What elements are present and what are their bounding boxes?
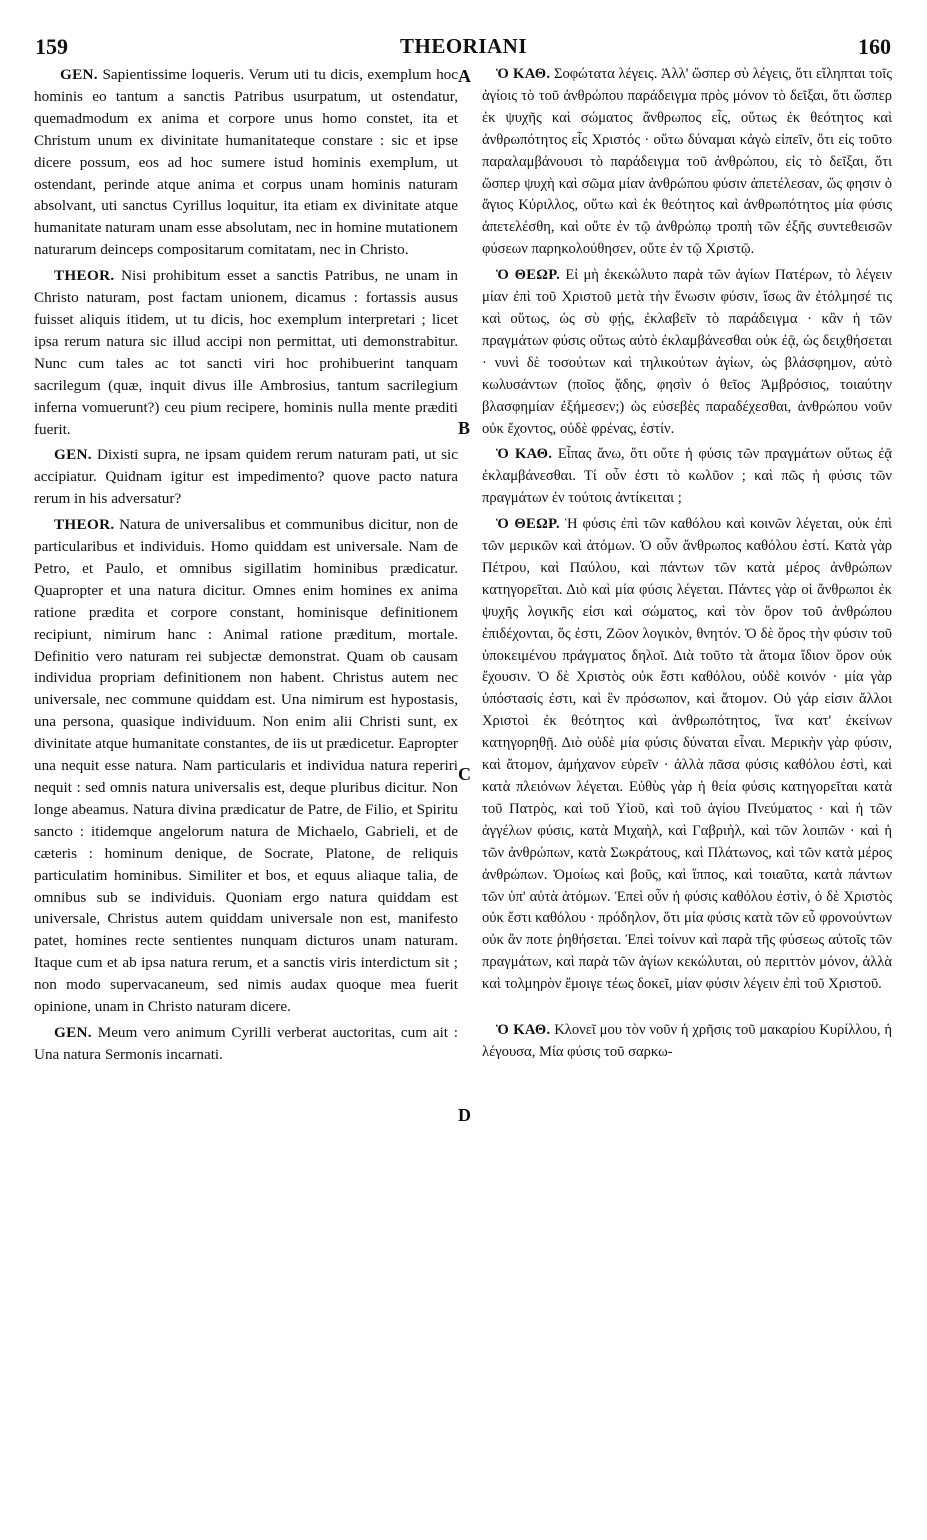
paragraph-text: Εἰ μὴ ἐκεκώλυτο παρὰ τῶν ἁγίων Πατέρων, τὸ λέγειν μίαν ἐπὶ τοῦ Χριστοῦ μετὰ τὴν ἕνωσιν φύσιν, ἴσως ἂν ἐτόλμησέ τις καὶ οὕτως, ὡς σὺ φῄς, ἐκλαβεῖν τὸ παράδειγμα · κἂν ἡ τῶν πραγμάτων φύσις οὕτως αὐτὸ ἐκλαμβάνεσθαι οὐκ ἐᾷ, ὡς δειχθήσεται · νυνὶ δὲ τοσούτων καὶ τηλικούτων ἁγίων, ὡς βλάσφημον, αὐτὸ κωλυσάντων (ποῖος ᾅδης, φησὶν ὁ θεῖος Ἀμβρόσιος, τοιαύτην βλασφημίαν ἐξήμεσεν;) ὡς εὐσεβὲς παραδέχεσθαι, ἀνθρώπου νοῦν οὐκ ἔχοντος, οὐδὲ φρένας, ἐστίν. [482, 267, 892, 437]
speaker-label: GEN. [54, 446, 92, 464]
paragraph-text: Ἡ φύσις ἐπὶ τῶν καθόλου καὶ κοινῶν λέγεται, οὐκ ἐπὶ τῶν μερικῶν καὶ ἀτόμων. Ὁ οὖν ἄνθρωπος καθόλου ἐστί. Κατὰ γὰρ Πέτρου, καὶ Παύλου, καὶ πάντων τῶν κατὰ μέρος ἀνθρώπων κατηγορεῖται. Διὸ καὶ μία φύσις λέγεται. Πάντες γὰρ οἱ ἄνθρωποι ἐκ ψυχῆς λογικῆς εἰσι καὶ σώματος, καὶ τὸν ὅρον τοῦ ἀνθρώπου ἐπιδέχονται, ὅς ἐστι, Ζῶον λογικὸν, θνητόν. Ὁ δὲ ὅρος τὴν φύσιν τοῦ ὑποκειμένου πράγματος δηλοῖ. Διὰ τοῦτο τὰ ἄτομα ἴδιον ὅρον οὐκ ἔχουσιν. Ὁ δὲ Χριστὸς οὐκ ἔστι καθόλου, οὐδὲ κοινόν · μία γὰρ ὑπόστασίς ἐστι, καὶ ἓν πρόσωπον, καὶ ἄτομον. Οὐ γάρ εἰσιν ἄλλοι Χριστοὶ ἐκ θεότητος καὶ ἀνθρωπότητος, ἵνα κατ' ἐκείνων κατηγορηθῇ. Διὸ οὐδὲ μία φύσις δύναται εἶναι. Μερικὴν γὰρ φύσιν, καὶ ἄτομον, ἀμήχανον εὑρεῖν · ἀλλὰ πᾶσα φύσις καθόλου ἐστὶ, καὶ κατὰ πλειόνων λέγεται. Εὐθὺς γὰρ ἡ θεία φύσις κατηγορεῖται κατὰ τοῦ Πατρὸς, καὶ τοῦ Υἱοῦ, καὶ τοῦ ἁγίου Πνεύματος · καὶ ἡ τῶν ἀγγέλων φύσις, κατὰ Μιχαὴλ, καὶ Γαβριὴλ, καὶ τῶν λοιπῶν · καὶ ἡ τῶν ἀνθρώπων, κατὰ Σωκράτους, καὶ Πλάτωνος, καὶ τῶν κατὰ μέρος ἀνθρώπων. Ὁμοίως καὶ βοῦς, καὶ ἵππος, καὶ τοιαῦτα, κατὰ πάντων τῶν ὑπ' αὐτὰ ἀτόμων. Ἐπεὶ οὖν ἡ φύσις καθόλου ἐστὶν, ὁ δὲ Χριστὸς οὐκ ἔστι καθόλου · πρόδηλον, ὅτι μία φύσις κατὰ τῶν εὖ φρονούντων οὐκ ἄν ποτε ῥηθήσεται. Ἐπεὶ τοίνυν καὶ παρὰ τῆς φύσεως αὐτοῖς τῶν πραγμάτων, καὶ παρὰ τῶν ἁγίων κεκώλυται, οὐ περιττὸν μόνον, ἀλλὰ καὶ τολμηρὸν ἔμοιγε τέως δοκεῖ, μίαν φύσιν λέγειν ἐπὶ τοῦ Χριστοῦ. [482, 516, 892, 993]
margin-marker-a: A [458, 66, 471, 86]
paragraph-text: Nisi prohibitum esset a sanctis Patribus, ne unam in Christo naturam, post factam unionem, dicamus : fortassis ausus fuisset aliquis itidem, ut tu dicis, hoc exemplum interpretari ; licet ipsa rerum natura sic illud accipi non permittat, uti demonstrabitur. Nunc cum tales ac tot sancti viri hoc prohibuerint tanquam sacrilegum (quæ, inquit divus ille Ambrosius, tantum sacrilegium inferna vomuerunt?) ceu pium recipere, hominis nulla mente præditi fuerit. [34, 267, 459, 438]
speaker-label: Ὁ ΚΑΘ. [496, 1022, 551, 1039]
latin-paragraph [34, 64, 458, 261]
right-page-number: 160 [858, 34, 891, 59]
paragraph-text: Εἶπας ἄνω, ὅτι οὔτε ἡ φύσις τῶν πραγμάτων οὕτως ἐᾷ ἐκλαμβάνεσθαι. Τί οὖν ἐστι τὸ κωλῦον ; καὶ πῶς ἡ φύσις τῶν πραγμάτων ἐν τούτοις ἀντίκειται ; [482, 446, 892, 507]
greek-paragraph [482, 265, 892, 440]
paragraph-text: Dixisti supra, ne ipsam quidem rerum naturam pati, ut sic accipiatur. Quidnam igitur est impedimento? quove pacto natura rerum in his adversatur? [34, 446, 458, 508]
margin-marker-b: B [458, 418, 471, 438]
margin-marker-c: C [458, 764, 471, 784]
paragraph-text: Sapientissime loqueris. Verum uti tu dicis, exemplum hoc hominis eo tantum a sanctis Patribus usurpatum, ut ostendatur, quemadmodum ex anima et corpore unus homo constet, ita et Christum unum ex divinitate humanitateque constare : sic et ipse dicere possum, eos ad hoc sumere istud hominis exemplum, ut ostendant, perinde atque anima et corpus unam hominis naturam absolvant, uti sanctus Cyrillus loquitur, ita etiam ex divinitate atque humanitate naturam unam esse absolutam, nec in homine mutationem naturarum deinceps compositarum comitatam, nec in Christo. [34, 66, 459, 259]
latin-paragraph [34, 1022, 458, 1066]
paragraph-text: Natura de universalibus et communibus dicitur, non de particularibus et individuis. Homo quiddam est universale. Nam de Petro, et Paulo, et omnibus sigillatim hominibus prædicatur. Quapropter et una natura dicitur. Omnes enim homines ex anima ratione prædita et corpore constant, hominisque definitionem recipiunt, nimirum hanc : Animal ratione præditum, mortale. Definitio vero naturam rei subjectæ demonstrat. Quam ob causam individua propriam definitionem non habent. Christus autem nec universale, nec commune quiddam est. Una nimirum est hypostasis, una persona, quasique individuum. Non enim alii Christi sunt, ex divinitate atque humanitate constantes, de iis ut prædicetur. Eapropter una nequit esse natura. Nam particularis et individua natura reperiri nequit : sed omnis natura universalis est, deque pluribus dicitur. Non longe abeamus. Natura divina prædicatur de Patre, de Filio, et Spiritu sancto : itidemque angelorum natura de Michaelo, Gabrieli, et de cæteris : hominum denique, de Socrate, Platone, de reliquis particulatim hominibus. Similiter et bos, et equus aliaque talia, de omnibus sub se individuis. Quoniam ergo natura quiddam est universale, Christus autem quiddam universale non est, manifesto patet, homines recte sentientes nunquam dicturos unam naturam. Itaque cum et ab ipsa natura rerum, et a sanctis viris interdictum sit ; non modo supervacaneum, sed nimis audax quoque mea fuerit opinione, unam in Christo naturam dicere. [34, 516, 459, 1016]
greek-paragraph [482, 64, 892, 261]
speaker-label: Ὁ ΚΑΘ. [496, 66, 551, 82]
margin-marker-d: D [458, 1105, 471, 1125]
paragraph-text: Meum vero animum Cyrilli verberat auctoritas, cum ait : Una natura Sermonis incarnati. [34, 1023, 458, 1063]
speaker-label: Ὁ ΘΕΩΡ. [496, 516, 560, 533]
greek-paragraph [482, 514, 892, 996]
latin-paragraph [34, 514, 458, 1018]
left-page-number: 159 [35, 34, 68, 59]
speaker-label: GEN. [60, 66, 98, 83]
speaker-label: THEOR. [54, 516, 115, 534]
paragraph-text: Κλονεῖ μου τὸν νοῦν ἡ χρῆσις τοῦ μακαρίου Κυρίλλου, ἡ λέγουσα, Μία φύσις τοῦ σαρκω- [482, 1022, 892, 1060]
greek-column [482, 64, 892, 1068]
speaker-label: Ὁ ΚΑΘ. [496, 446, 553, 463]
latin-column [34, 64, 458, 1070]
latin-paragraph [34, 265, 458, 440]
paragraph-text: Σοφώτατα λέγεις. Ἀλλ' ὥσπερ σὺ λέγεις, ὅτι εἴληπται τοῖς ἁγίοις τὸ τοῦ ἀνθρώπου παράδειγμα πρὸς μόνον τὸ δεῖξαι, ὅτι ὥσπερ ἐκ ψυχῆς καὶ σώματος ἄνθρωπος εἷς, οὕτως ἐκ θεότητος καὶ ἀνθρωπότητος εἷς Χριστός · οὕτω δύναμαι κἀγὼ εἰπεῖν, ὅτι εἰς τοῦτο παραλαμβάνουσι τὸ παράδειγμα τοῦ ἀνθρώπου, εἰς τὸ δεῖξαι, ὅτι ὥσπερ ψυχὴ καὶ σῶμα μίαν ἀνθρώπου φύσιν ἀπετέλεσαν, ὥς φησιν ὁ ἅγιος Κύριλλος, οὕτω καὶ ἐκ θεότητος καὶ ἀνθρωπότητος μία φύσις ἀπετελέσθη, καὶ οὔτε ἐν τῷ ἀνθρώπῳ τροπὴ τῶν ἐξῆς συντεθεισῶν φύσεων παρηκολούθησεν, οὔτε ἐν τῷ Χριστῷ. [482, 66, 892, 258]
speaker-label: Ὁ ΘΕΩΡ. [496, 267, 561, 284]
latin-paragraph [34, 444, 458, 510]
speaker-label: GEN. [54, 1023, 92, 1041]
speaker-label: THEOR. [54, 267, 115, 285]
greek-paragraph [482, 444, 892, 510]
greek-paragraph [482, 1020, 892, 1064]
running-title: THEORIANI [399, 34, 528, 58]
